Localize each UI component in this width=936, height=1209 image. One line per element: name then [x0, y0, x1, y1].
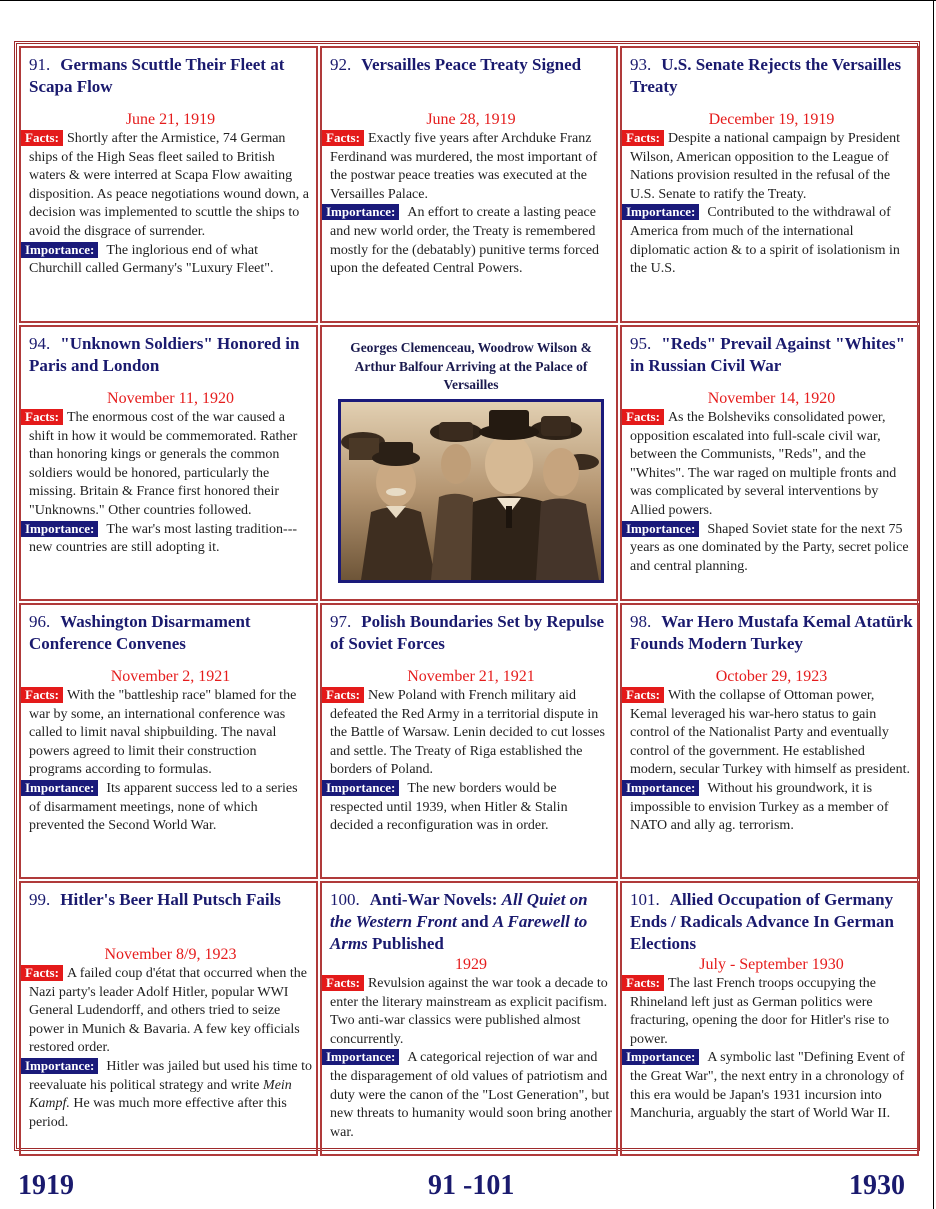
importance-label: Importance: — [21, 1058, 98, 1074]
importance-text: Importance: Shaped Soviet state for the next 75 years as one dominated by the Party, secret police and central planning. — [630, 521, 913, 577]
event-grid — [14, 41, 920, 1151]
importance-text: Importance: Hitler was jailed but used his time to reevaluate his political strategy and write Mein Kampf. He was much more effective after this period. — [29, 1058, 312, 1132]
importance-label: Importance: — [622, 1049, 699, 1065]
event-number: 94. — [29, 334, 51, 353]
event-date: June 21, 1919 — [125, 111, 216, 128]
book-title: Mein Kampf. — [29, 1077, 292, 1112]
event-date: 1929 — [455, 956, 487, 973]
footer-start-year: 1919 — [18, 1170, 74, 1201]
facts-text: Facts: New Poland with French military aid defeated the Red Army in a territorial dispute in the Battle of Warsaw. Lenin decided to cut losses and settle. The Treaty of Riga established the borders of Poland. — [330, 687, 612, 780]
event-number: 96. — [29, 612, 51, 631]
event-card-97 — [320, 603, 618, 879]
facts-label: Facts: — [322, 975, 364, 991]
importance-label: Importance: — [622, 521, 699, 537]
event-title: 99. Hitler's Beer Hall Putsch Fails — [29, 890, 281, 909]
importance-label: Importance: — [21, 521, 98, 537]
importance-label: Importance: — [21, 242, 98, 258]
facts-label: Facts: — [322, 130, 364, 146]
facts-label: Facts: — [622, 409, 664, 425]
facts-text: Facts: A failed coup d'état that occurred when the Nazi party's leader Adolf Hitler, popular WWI General Ludendorff, and others tried to seize power in Munich & Bavaria. A few key officials restored order. — [29, 965, 312, 1058]
event-card-101 — [620, 881, 919, 1156]
facts-label: Facts: — [21, 130, 63, 146]
footer-range: 91 -101 — [428, 1170, 515, 1201]
photo-caption: Georges Clemenceau, Woodrow Wilson & Arthur Balfour Arriving at the Palace of Versailles — [350, 340, 592, 392]
novel-title-1: All Quiet on the Western Front — [330, 890, 588, 931]
importance-text: Importance: The new borders would be respected until 1939, when Hitler & Stalin decided a reconfiguration was in order. — [330, 780, 612, 836]
top-rule — [0, 0, 936, 1]
facts-label: Facts: — [622, 130, 664, 146]
importance-text: Importance: Contributed to the withdrawal of America from much of the international diplomatic action & to a spirit of isolationism in the U.S. — [630, 204, 913, 278]
facts-text: Facts: Despite a national campaign by President Wilson, American opposition to the League of Nations provision resulted in the refusal of the U.S. Senate to ratify the Treaty. — [630, 130, 913, 204]
importance-text: Importance: The inglorious end of what Churchill called Germany's "Luxury Fleet". — [29, 242, 312, 279]
importance-label: Importance: — [322, 204, 399, 220]
facts-text: Facts: Shortly after the Armistice, 74 German ships of the High Seas fleet sailed to British waters & were interred at Scapa Flow awaiting disposition. As peace negotiations wound down, a decision was implemented to scuttle the ships to avoid the disgrace of surrender. — [29, 130, 312, 242]
footer-end-year: 1930 — [849, 1170, 905, 1201]
event-title: 100. Anti-War Novels: All Quiet on the Western Front and A Farewell to Arms Published — [330, 890, 588, 953]
event-number: 92. — [330, 55, 352, 74]
event-title: 98. War Hero Mustafa Kemal Atatürk Founds Modern Turkey — [630, 612, 913, 653]
event-date: November 14, 1920 — [707, 390, 836, 407]
event-title: 95. "Reds" Prevail Against "Whites" in Russian Civil War — [630, 334, 906, 375]
facts-text: Facts: As the Bolsheviks consolidated power, opposition escalated into full-scale civil war, between the Communists, "Reds", and the "Whites". The war raged on multiple fronts and was complicated by several interventions by Allied powers. — [630, 409, 913, 521]
event-card-91 — [19, 46, 318, 323]
facts-label: Facts: — [21, 409, 63, 425]
importance-label: Importance: — [622, 204, 699, 220]
event-number: 99. — [29, 890, 51, 909]
event-date: December 19, 1919 — [708, 111, 835, 128]
facts-text: Facts: Revulsion against the war took a decade to enter the literary mainstream as explicit pacifism. Two anti-war classics were published almost concurrently. — [330, 975, 612, 1049]
right-rule — [933, 0, 934, 1209]
photo-illustration — [341, 402, 601, 580]
facts-label: Facts: — [622, 687, 664, 703]
importance-label: Importance: — [21, 780, 98, 796]
event-date: July - September 1930 — [699, 956, 844, 973]
importance-label: Importance: — [322, 1049, 399, 1065]
event-date: November 8/9, 1923 — [104, 946, 237, 963]
importance-text: Importance: Without his groundwork, it is impossible to envision Turkey as a member of NATO and ally ag. terrorism. — [630, 780, 913, 836]
event-number: 91. — [29, 55, 51, 74]
importance-text: Importance: Its apparent success led to a series of disarmament meetings, none of which prevented the Second World War. — [29, 780, 312, 836]
event-number: 93. — [630, 55, 652, 74]
historical-photo — [338, 399, 604, 583]
facts-text: Facts: The enormous cost of the war caused a shift in how it would be commemorated. Rather than honoring kings or generals the common soldiers would be honored, particularly the missing. Britain & France first honored their "Unknowns." Other countries followed. — [29, 409, 312, 521]
facts-label: Facts: — [21, 687, 63, 703]
event-date: November 11, 1920 — [107, 390, 234, 407]
event-card-95 — [620, 325, 919, 601]
event-number: 98. — [630, 612, 652, 631]
event-card-92 — [320, 46, 618, 323]
event-date: November 2, 1921 — [110, 668, 231, 685]
importance-label: Importance: — [622, 780, 699, 796]
event-card-99 — [19, 881, 318, 1156]
event-title: 97. Polish Boundaries Set by Repulse of Soviet Forces — [330, 612, 605, 653]
event-date: June 28, 1919 — [426, 111, 516, 128]
facts-text: Facts: The last French troops occupying the Rhineland left just as German politics were fracturing, opening the door for Hitler's rise to power. — [630, 975, 913, 1049]
facts-text: Facts: Exactly five years after Archduke Franz Ferdinand was murdered, the most important of the postwar peace treaties was executed at the Versailles Palace. — [330, 130, 612, 204]
importance-text: Importance: The war's most lasting tradition---new countries are still adopting it. — [29, 521, 312, 558]
event-number: 97. — [330, 612, 352, 631]
event-card-94 — [19, 325, 318, 601]
facts-label: Facts: — [21, 965, 63, 981]
facts-label: Facts: — [322, 687, 364, 703]
event-card-100 — [320, 881, 618, 1156]
importance-text: Importance: A categorical rejection of war and the disparagement of old values of patriotism and duty were the canon of the "Lost Generation", but new threats to humanity would soon bring another war. — [330, 1049, 612, 1142]
event-title: 94. "Unknown Soldiers" Honored in Paris and London — [29, 334, 300, 375]
facts-text: Facts: With the collapse of Ottoman power, Kemal leveraged his war-hero status to gain control of the Nationalist Party and eventually control of the government. He established modern, secular Turkey with himself as president. — [630, 687, 913, 780]
facts-text: Facts: With the "battleship race" blamed for the war by some, an international conference was called to limit naval shipbuilding. The naval powers agreed to limit their construction programs according to formulas. — [29, 687, 312, 780]
photo-card — [320, 325, 618, 601]
event-title: 93. U.S. Senate Rejects the Versailles Treaty — [630, 55, 902, 96]
facts-label: Facts: — [622, 975, 664, 991]
event-date: October 29, 1923 — [715, 668, 828, 685]
event-number: 100. — [330, 890, 360, 909]
event-number: 95. — [630, 334, 652, 353]
event-title: 101. Allied Occupation of Germany Ends / Radicals Advance In German Elections — [630, 890, 895, 953]
event-card-98 — [620, 603, 919, 879]
event-card-96 — [19, 603, 318, 879]
event-title: 96. Washington Disarmament Conference Convenes — [29, 612, 251, 653]
event-date: November 21, 1921 — [407, 668, 535, 685]
event-card-93 — [620, 46, 919, 323]
importance-text: Importance: A symbolic last "Defining Event of the Great War", the next entry in a chronology of this era would be Japan's 1931 incursion into Manchuria, arguably the start of World War II. — [630, 1049, 913, 1123]
event-number: 101. — [630, 890, 660, 909]
novel-title-2: A Farewell to Arms — [330, 912, 588, 953]
event-title: 91. Germans Scuttle Their Fleet at Scapa Flow — [29, 55, 285, 96]
event-title: 92. Versailles Peace Treaty Signed — [330, 55, 582, 74]
importance-label: Importance: — [322, 780, 399, 796]
importance-text: Importance: An effort to create a lasting peace and new world order, the Treaty is remembered mostly for the (debatably) punitive terms forced upon the defeated Central Powers. — [330, 204, 612, 278]
